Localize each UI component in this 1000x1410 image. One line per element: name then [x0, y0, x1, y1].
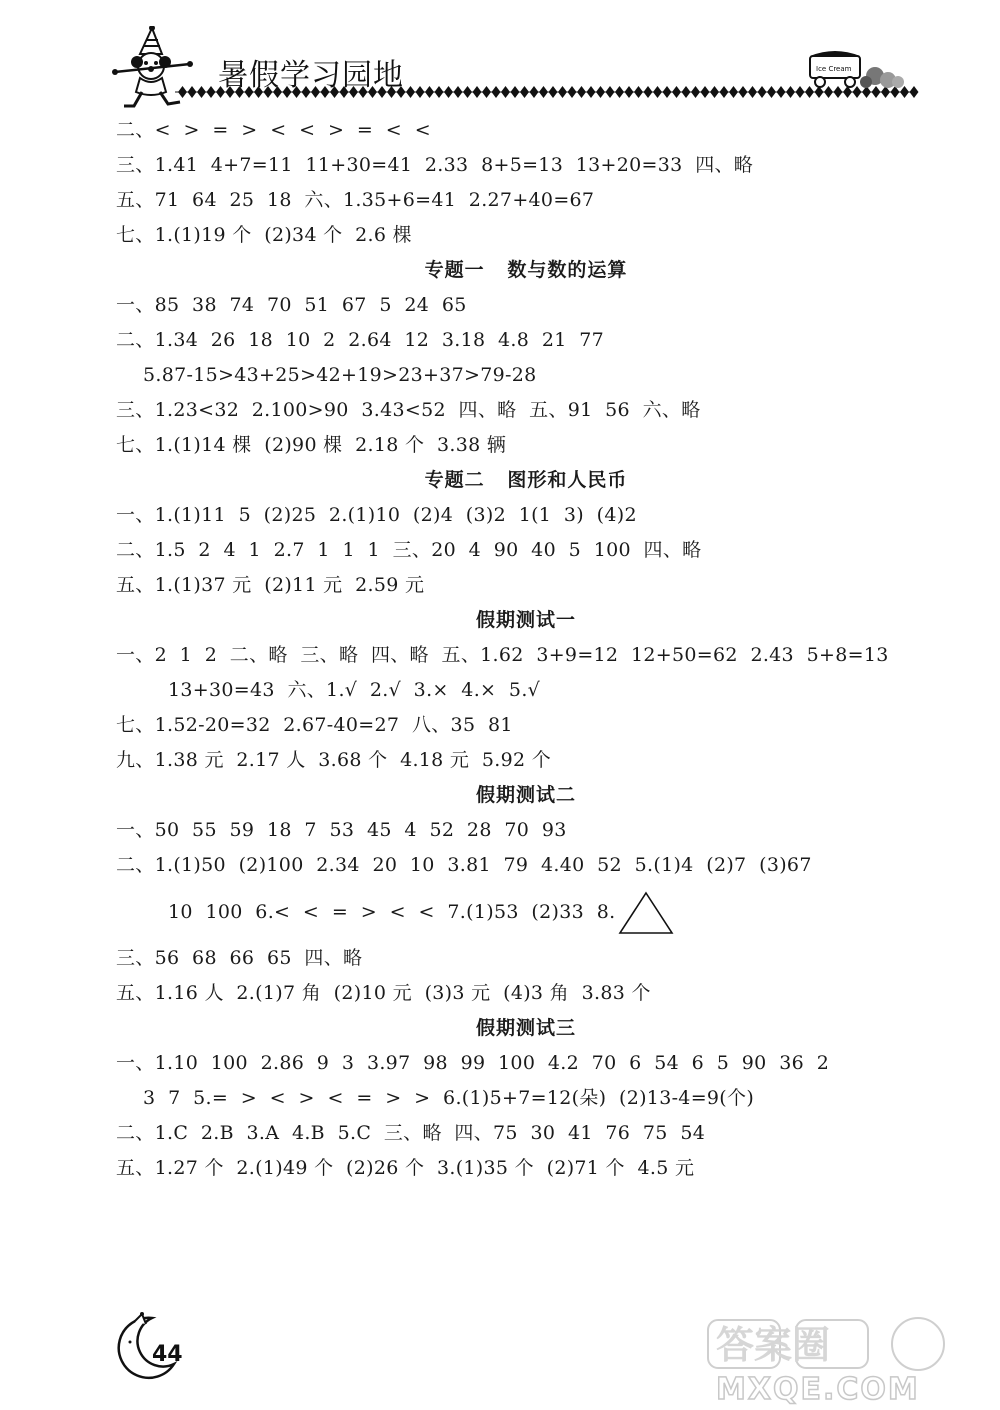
header-title: 暑假学习园地 [218, 58, 404, 93]
watermark-domain: MXQE.COM [716, 1372, 920, 1407]
answer-line: 五、1.27 个 2.(1)49 个 (2)26 个 3.(1)35 个 (2)71 个 4.5 元 [116, 1157, 695, 1179]
section-title: 假期测试二 [475, 784, 576, 806]
answer-line: 五、71 64 25 18 六、1.35+6=41 2.27+40=67 [116, 189, 595, 211]
answer-line: 二、< > = > < < > = < < [116, 119, 431, 141]
answer-line: 五、1.16 人 2.(1)7 角 (2)10 元 (3)3 元 (4)3 角 3.83 个 [116, 982, 651, 1004]
cart-sign-text: Ice Cream [816, 65, 852, 73]
answer-line [116, 883, 936, 941]
answer-line: 五、1.(1)37 元 (2)11 元 2.59 元 [116, 574, 425, 596]
answer-line: 二、1.C 2.B 3.A 4.B 5.C 三、略 四、75 30 41 76 75 54 [116, 1122, 706, 1144]
triangle-shape-icon [617, 890, 675, 936]
section-title: 假期测试三 [475, 1017, 576, 1039]
section-title: 专题二 图形和人民币 [424, 469, 628, 491]
page-header [0, 0, 1000, 110]
answer-line: 一、85 38 74 70 51 67 5 24 65 [116, 294, 467, 316]
answer-content [116, 113, 936, 1186]
section-title: 专题一 数与数的运算 [424, 259, 628, 281]
page-number-badge [112, 1312, 182, 1386]
answer-line: 七、1.(1)19 个 (2)34 个 2.6 棵 [116, 224, 412, 246]
answer-line: 5.87-15>43+25>42+19>23+37>79-28 [143, 364, 537, 386]
answer-line: 三、1.41 4+7=11 11+30=41 2.33 8+5=13 13+20=33 四、略 [116, 154, 754, 176]
answer-line: 三、1.23<32 2.100>90 3.43<52 四、略 五、91 56 六、略 [116, 399, 701, 421]
svg-text:答案圈: 答案圈 [716, 1323, 831, 1367]
answer-line: 一、1.10 100 2.86 9 3 3.97 98 99 100 4.2 70 6 54 6 5 90 36 2 [116, 1052, 830, 1074]
answer-line: 二、1.34 26 18 10 2 2.64 12 3.18 4.8 21 77 [116, 329, 605, 351]
ice-cream-cart-icon [800, 44, 910, 92]
answer-line: 七、1.(1)14 棵 (2)90 棵 2.18 个 3.38 辆 [116, 434, 507, 456]
answer-line: 七、1.52-20=32 2.67-40=27 八、35 81 [116, 714, 513, 736]
answer-line: 一、1.(1)11 5 (2)25 2.(1)10 (2)4 (3)2 1(1 3) (4)2 [116, 504, 637, 526]
answer-line: 3 7 5.= > < > < = > > 6.(1)5+7=12(朵) (2)13-4=9(个) [143, 1087, 755, 1109]
answer-line-text: 10 100 6.< < = > < < 7.(1)53 (2)33 8. [168, 901, 616, 923]
answer-line: 三、56 68 66 65 四、略 [116, 947, 363, 969]
section-title: 假期测试一 [475, 609, 576, 631]
page-number: 44 [152, 1342, 183, 1367]
answer-line: 二、1.(1)50 (2)100 2.34 20 10 3.81 79 4.40 52 5.(1)4 (2)7 (3)67 [116, 854, 812, 876]
answer-line: 一、2 1 2 二、略 三、略 四、略 五、1.62 3+9=12 12+50=62 2.43 5+8=13 [116, 644, 889, 666]
answer-line: 13+30=43 六、1.√ 2.√ 3.× 4.× 5.√ [168, 679, 541, 701]
answer-line: 一、50 55 59 18 7 53 45 4 52 28 70 93 [116, 819, 567, 841]
answer-line: 二、1.5 2 4 1 2.7 1 1 1 三、20 4 90 40 5 100 四、略 [116, 539, 702, 561]
answer-line: 九、1.38 元 2.17 人 3.68 个 4.18 元 5.92 个 [116, 749, 552, 771]
clown-icon [110, 26, 205, 111]
watermark-logo [700, 1316, 980, 1376]
